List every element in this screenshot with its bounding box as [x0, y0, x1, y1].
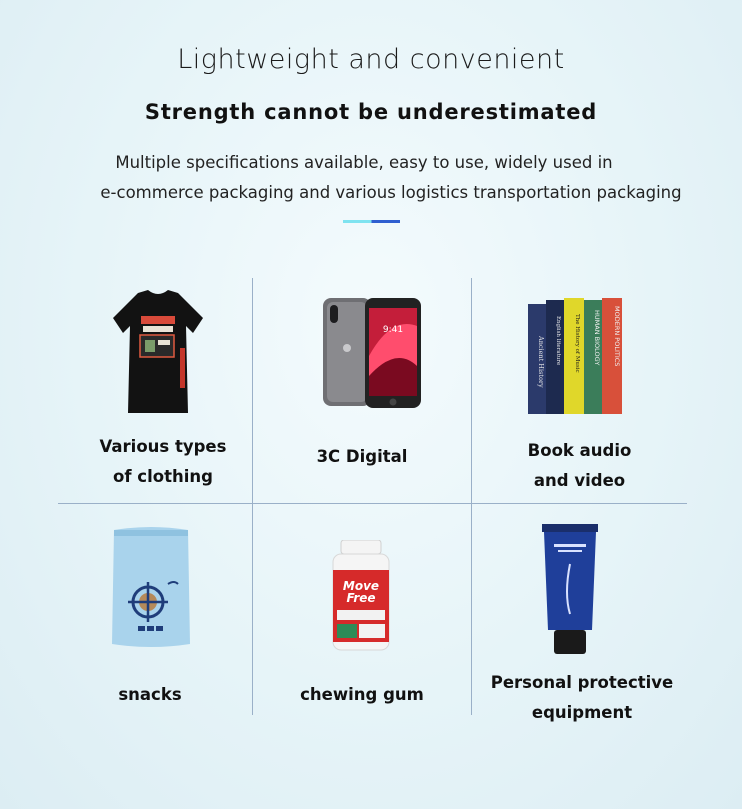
pill-bottle-icon — [329, 540, 393, 652]
svg-text:Free: Free — [346, 591, 376, 605]
grid-item-label: Personal protective equipment — [490, 673, 674, 722]
grid-item-label: chewing gum — [300, 685, 424, 704]
grid-item-label: snacks — [118, 685, 182, 704]
books-icon — [526, 296, 626, 418]
book-spine-text: Ancient History — [537, 336, 545, 388]
grid-item-3c-digital — [253, 278, 471, 503]
book-spine-text: HUMAN BIOLOGY — [593, 310, 601, 366]
grid-item-personal-protective-equipment — [472, 504, 687, 722]
grid-item-label: Various types of clothing — [99, 437, 227, 486]
smartphone-icon — [321, 296, 423, 410]
grid-item-books — [472, 278, 687, 503]
grid-item-chewing-gum — [253, 504, 471, 715]
page-subtitle: Strength cannot be underestimated — [144, 100, 598, 124]
grid-item-clothing — [58, 278, 252, 503]
book-spine-text: English literature — [555, 316, 561, 366]
snack-pouch-icon — [108, 524, 194, 650]
description-line-1: Multiple specifications available, easy to use, widely used in — [115, 153, 613, 172]
book-spine-text: The History of Music — [574, 314, 580, 373]
svg-text:Move: Move — [342, 579, 380, 593]
page-title: Lightweight and convenient — [177, 44, 565, 75]
tshirt-icon — [108, 288, 208, 418]
svg-text:9:41: 9:41 — [382, 325, 404, 335]
grid-item-snacks — [58, 504, 252, 715]
accent-divider — [343, 220, 400, 223]
grid-item-label: Book audio and video — [527, 441, 632, 490]
description-line-2: e-commerce packaging and various logistics transportation packaging — [100, 183, 682, 202]
cream-tube-icon — [540, 524, 600, 656]
book-spine-text: MODERN POLITICS — [613, 306, 621, 367]
grid-item-label: 3C Digital — [316, 447, 408, 466]
